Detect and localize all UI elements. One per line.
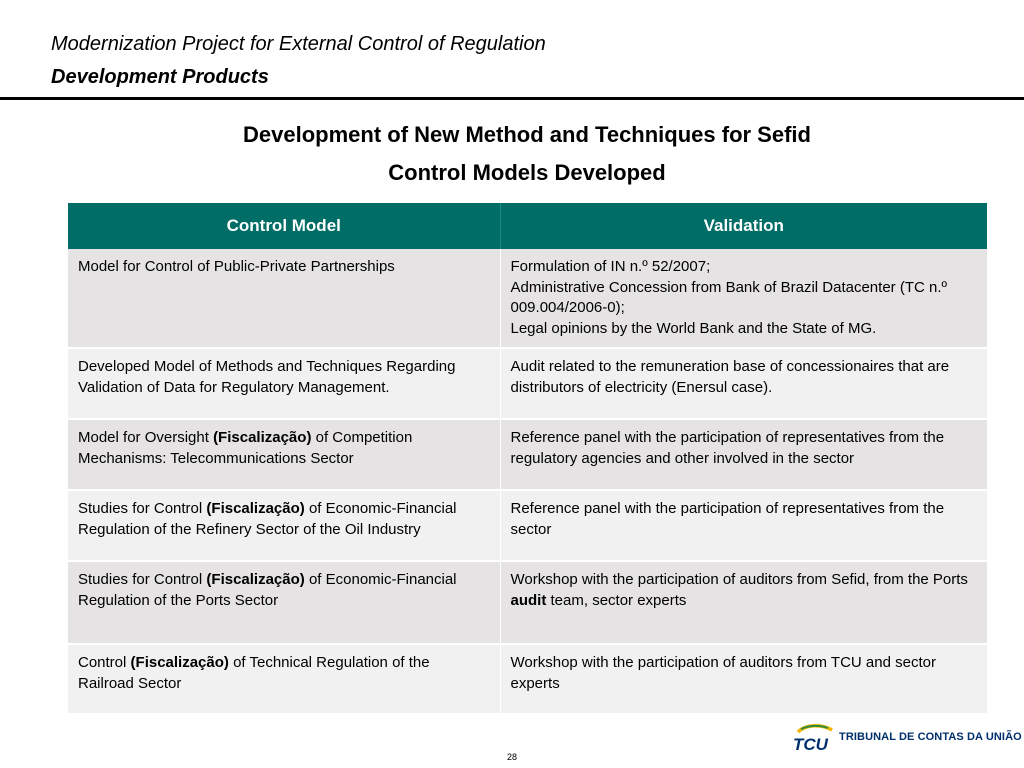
validation-cell: Reference panel with the participation of representatives from the regulatory agencies and other involved in the sector xyxy=(500,419,987,490)
table-row xyxy=(68,490,987,561)
validation-line: Administrative Concession from Bank of Brazil Datacenter (TC n.º 009.004/2006-0); xyxy=(510,278,947,316)
model-cell: Model for Control of Public-Private Partnerships xyxy=(68,249,500,348)
validation-line: Legal opinions by the World Bank and the State of MG. xyxy=(510,319,877,337)
table-row xyxy=(68,561,987,644)
validation-text: team, sector experts xyxy=(546,591,687,609)
model-text: of Economic-Financial Regulation of the Refinery Sector of the Oil Industry xyxy=(78,500,457,538)
validation-cell: Reference panel with the participation of representatives from the sector xyxy=(500,490,987,561)
table-row xyxy=(68,348,987,419)
validation-line: Formulation of IN n.º 52/2007; xyxy=(510,258,711,275)
tcu-abbr: TCU xyxy=(793,735,828,753)
model-cell xyxy=(68,644,500,714)
tcu-emblem-icon xyxy=(792,723,836,753)
validation-text-bold: audit xyxy=(510,591,547,609)
tcu-logo xyxy=(792,723,1022,753)
model-text: of Economic-Financial Regulation of the Ports Sector xyxy=(78,571,457,609)
model-cell xyxy=(68,419,500,490)
validation-text: Workshop with the participation of auditors from Sefid, from the Ports xyxy=(510,571,968,588)
model-text: Control xyxy=(78,654,131,671)
table-row xyxy=(68,644,987,714)
page-number: 28 xyxy=(506,752,517,762)
model-text: Studies for Control xyxy=(78,500,207,517)
model-cell xyxy=(68,490,500,561)
model-cell: Developed Model of Methods and Techniques Regarding Validation of Data for Regulatory Management. xyxy=(68,348,500,419)
validation-cell: Audit related to the remuneration base of concessionaires that are distributors of electricity (Enersul case). xyxy=(500,348,987,419)
model-text-bold: (Fiscalização) xyxy=(213,429,312,446)
model-text: Model for Oversight xyxy=(78,429,214,446)
model-text-bold: (Fiscalização) xyxy=(206,571,305,588)
slide-title: Development of New Method and Techniques for Sefid xyxy=(243,122,811,147)
slide-subtitle: Control Models Developed xyxy=(388,160,666,185)
model-cell xyxy=(68,561,500,644)
tcu-name: TRIBUNAL DE CONTAS DA UNIÃO xyxy=(839,731,1022,743)
model-text-bold: (Fiscalização) xyxy=(206,500,305,517)
table-row xyxy=(68,419,987,490)
model-text-bold: (Fiscalização) xyxy=(130,654,229,671)
column-header-control-model: Control Model xyxy=(68,203,500,249)
validation-cell: Workshop with the participation of auditors from TCU and sector experts xyxy=(500,644,987,714)
column-header-validation: Validation xyxy=(500,203,987,249)
table-row xyxy=(68,249,987,348)
model-text: Studies for Control xyxy=(78,571,207,588)
model-text: of Competition Mechanisms: Telecommunications Sector xyxy=(78,429,413,467)
header-divider xyxy=(0,97,1024,100)
header-project-title: Modernization Project for External Control of Regulation xyxy=(51,33,546,55)
control-models-table xyxy=(68,203,987,715)
table-header-row xyxy=(68,203,987,249)
header-section-title: Development Products xyxy=(51,66,269,88)
model-text: of Technical Regulation of the Railroad Sector xyxy=(78,654,430,692)
validation-cell xyxy=(500,561,987,644)
validation-cell xyxy=(500,249,987,348)
